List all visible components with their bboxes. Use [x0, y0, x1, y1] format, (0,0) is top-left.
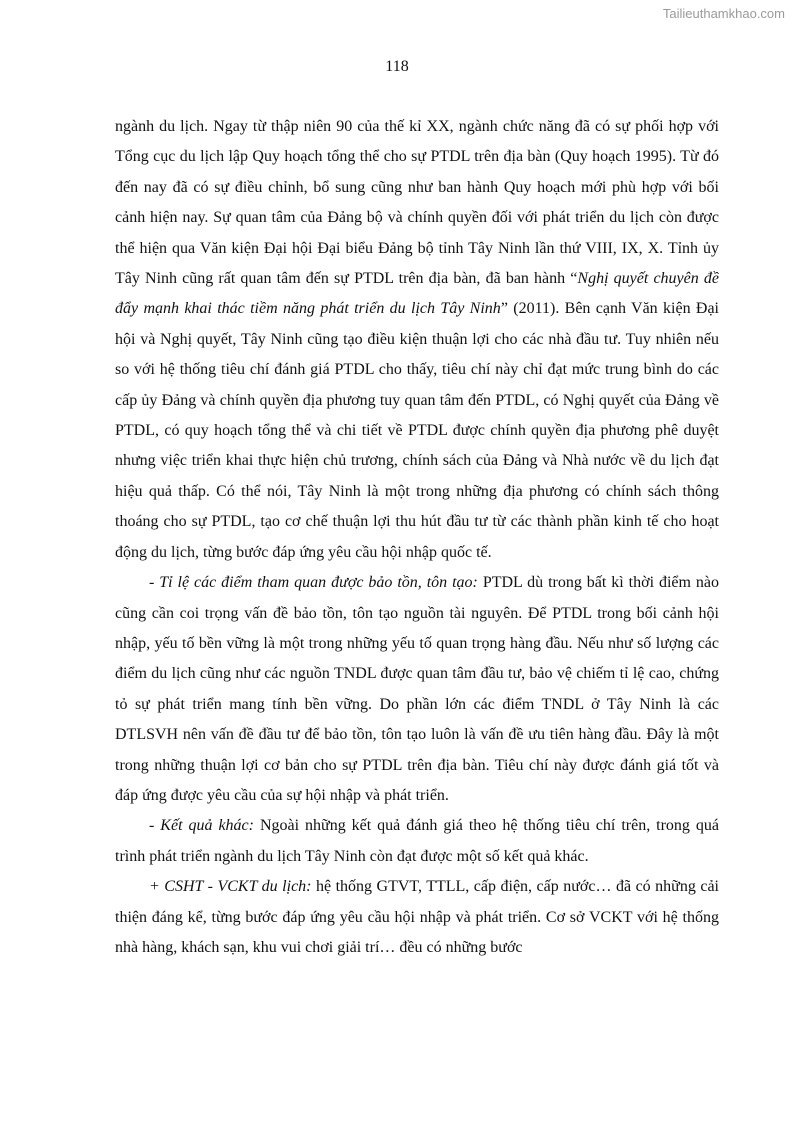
paragraph-text: Ngoài những kết quả đánh giá theo hệ thống tiêu chí trên, trong quá trình phát triển ngành du lịch Tây Ninh còn đạt được một số kết quả khác.	[115, 817, 719, 865]
page-number: 118	[385, 58, 409, 75]
paragraph-text: hệ thống GTVT, TTLL, cấp điện, cấp nước… đã có những cải thiện đáng kể, từng bước đáp ứng yêu cầu hội nhập và phát triển. Cơ sở VCKT với hệ thống nhà hàng, khách sạn, khu vui chơi giải trí… đều có những bước	[115, 878, 719, 956]
watermark: Tailieuthamkhao.com	[662, 6, 785, 21]
paragraph-infrastructure	[115, 872, 719, 963]
body-text	[115, 112, 719, 963]
criterion-heading: + CSHT - VCKT du lịch:	[149, 878, 312, 896]
paragraph-other-results	[115, 811, 719, 872]
resolution-title: Nghị quyết chuyên đề đẩy mạnh khai thác tiềm năng phát triển du lịch Tây Ninh	[115, 270, 720, 318]
paragraph-text: PTDL dù trong bất kì thời điểm nào cũng cần coi trọng vấn đề bảo tồn, tôn tạo nguồn tài nguyên. Để PTDL trong bối cảnh hội nhập, yếu tố bền vững là một trong những yếu tố quan trọng hàng đầu. Nếu như số lượng các điểm du lịch cũng như các nguồn TNDL được quan tâm đầu tư, bảo vệ chiếm tỉ lệ cao, chứng tỏ sự phát triển mang tính bền vững. Do phần lớn các điểm TNDL ở Tây Ninh là các DTLSVH nên vấn đề đầu tư để bảo tồn, tôn tạo luôn là vấn đề ưu tiên hàng đầu. Đây là một trong những thuận lợi cơ bản cho sự PTDL trên địa bàn. Tiêu chí này được đánh giá tốt và đáp ứng được yêu cầu của sự hội nhập và phát triển.	[115, 574, 719, 804]
paragraph-text: ngành du lịch. Ngay từ thập niên 90 của thế kỉ XX, ngành chức năng đã có sự phối hợp với Tổng cục du lịch lập Quy hoạch tổng thể cho sự PTDL trên địa bàn (Quy hoạch 1995). Từ đó đến nay đã có sự điều chỉnh, bổ sung cũng như ban hành Quy hoạch mới phù hợp với bối cảnh hiện nay. Sự quan tâm của Đảng bộ và chính quyền đối với phát triển du lịch còn được thể hiện qua Văn kiện Đại hội Đại biểu Đảng bộ tỉnh Tây Ninh lần thứ VIII, IX, X. Tỉnh ủy Tây Ninh cũng rất quan tâm đến sự PTDL trên địa bàn, đã ban hành “	[115, 118, 719, 288]
criterion-heading: - Kết quả khác:	[149, 817, 254, 835]
criterion-heading: - Tỉ lệ các điểm tham quan được bảo tồn, tôn tạo:	[149, 574, 478, 592]
paragraph-preservation	[115, 568, 719, 811]
paragraph-planning	[115, 112, 719, 568]
paragraph-text: ” (2011). Bên cạnh Văn kiện Đại hội và Nghị quyết, Tây Ninh cũng tạo điều kiện thuận lợi cho các nhà đầu tư. Tuy nhiên nếu so với hệ thống tiêu chí đánh giá PTDL cho thấy, tiêu chí này chỉ đạt mức trung bình do các cấp ủy Đảng và chính quyền địa phương tuy quan tâm đến PTDL, có Nghị quyết của Đảng về PTDL, có quy hoạch tổng thể và chi tiết về PTDL được chính quyền địa phương phê duyệt nhưng việc triển khai thực hiện chủ trương, chính sách của Đảng và Nhà nước về du lịch đạt hiệu quả thấp. Có thể nói, Tây Ninh là một trong những địa phương có chính sách thông thoáng cho sự PTDL, tạo cơ chế thuận lợi thu hút đầu tư từ các thành phần kinh tế cho hoạt động du lịch, từng bước đáp ứng yêu cầu hội nhập quốc tế.	[115, 300, 720, 561]
